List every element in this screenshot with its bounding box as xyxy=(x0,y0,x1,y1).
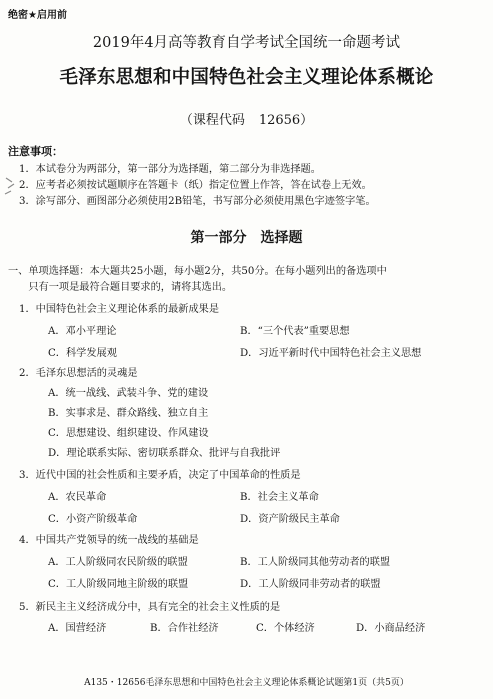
question-stem: 2．毛泽东思想活的灵魂是 xyxy=(19,368,138,379)
question-option: A．统一战线、武装斗争、党的建设 xyxy=(48,388,209,399)
question-option: B．实事求是、群众路线、独立自主 xyxy=(48,408,209,419)
main-title: 毛泽东思想和中国特色社会主义理论体系概论 xyxy=(59,67,434,88)
question-option: D．小商品经济 xyxy=(356,623,426,634)
question-option: C．工人阶级同地主阶级的联盟 xyxy=(48,579,189,590)
question-option: B．社会主义革命 xyxy=(240,492,319,503)
question-stem: 3．近代中国的社会性质和主要矛盾，决定了中国革命的性质是 xyxy=(19,470,301,481)
question-option: D．习近平新时代中国特色社会主义思想 xyxy=(240,348,422,359)
exam-title: 2019年4月高等教育自学考试全国统一命题考试 xyxy=(92,35,401,51)
question-option: B．工人阶级同其他劳动者的联盟 xyxy=(240,557,391,568)
course-code-number: 12656） xyxy=(258,113,314,128)
instruction-line: 一、单项选择题：本大题共25小题，每小题2分，共50分。在每小题列出的备选项中 xyxy=(8,266,387,277)
question-option: B．“三个代表”重要思想 xyxy=(240,326,350,337)
question-option: C．科学发展观 xyxy=(48,348,117,359)
question-option: D．理论联系实际、密切联系群众、批评与自我批评 xyxy=(48,448,281,459)
question-stem: 4．中国共产党领导的统一战线的基础是 xyxy=(19,535,199,546)
notes-heading: 注意事项： xyxy=(8,145,63,158)
question-option: D．工人阶级同非劳动者的联盟 xyxy=(240,579,381,590)
question-option: A．国营经济 xyxy=(48,623,107,634)
pen-scribble-mark xyxy=(2,172,32,198)
note-item: 2．应考者必须按试题顺序在答题卡（纸）指定位置上作答，答在试卷上无效。 xyxy=(19,180,372,191)
question-option: A．工人阶级同农民阶级的联盟 xyxy=(48,557,188,568)
question-stem: 5．新民主主义经济成分中，具有完全的社会主义性质的是 xyxy=(19,602,281,613)
note-item: 3．涂写部分、画图部分必须使用2B铅笔，书写部分必须使用黑色字迹签字笔。 xyxy=(19,196,376,207)
question-option: C．个体经济 xyxy=(256,623,315,634)
question-option: B．合作社经济 xyxy=(150,623,219,634)
question-option: C．思想建设、组织建设、作风建设 xyxy=(48,428,209,439)
note-item: 1．本试卷分为两部分，第一部分为选择题，第二部分为非选择题。 xyxy=(19,164,321,175)
course-code xyxy=(0,109,493,128)
question-stem: 1．中国特色社会主义理论体系的最新成果是 xyxy=(19,304,220,315)
course-code-label: （课程代码 xyxy=(179,113,245,128)
question-option: A．邓小平理论 xyxy=(48,326,117,337)
question-option: D．资产阶级民主革命 xyxy=(240,514,340,525)
question-option: C．小资产阶级革命 xyxy=(48,514,138,525)
page-footer: A135・12656毛泽东思想和中国特色社会主义理论体系概论试题第1页（共5页） xyxy=(84,678,409,688)
secret-mark: 绝密★启用前 xyxy=(8,10,67,21)
question-option: A．农民革命 xyxy=(48,492,107,503)
section-title: 第一部分 选择题 xyxy=(190,230,303,246)
instruction-line: 只有一项是最符合题目要求的，请将其选出。 xyxy=(8,282,233,293)
